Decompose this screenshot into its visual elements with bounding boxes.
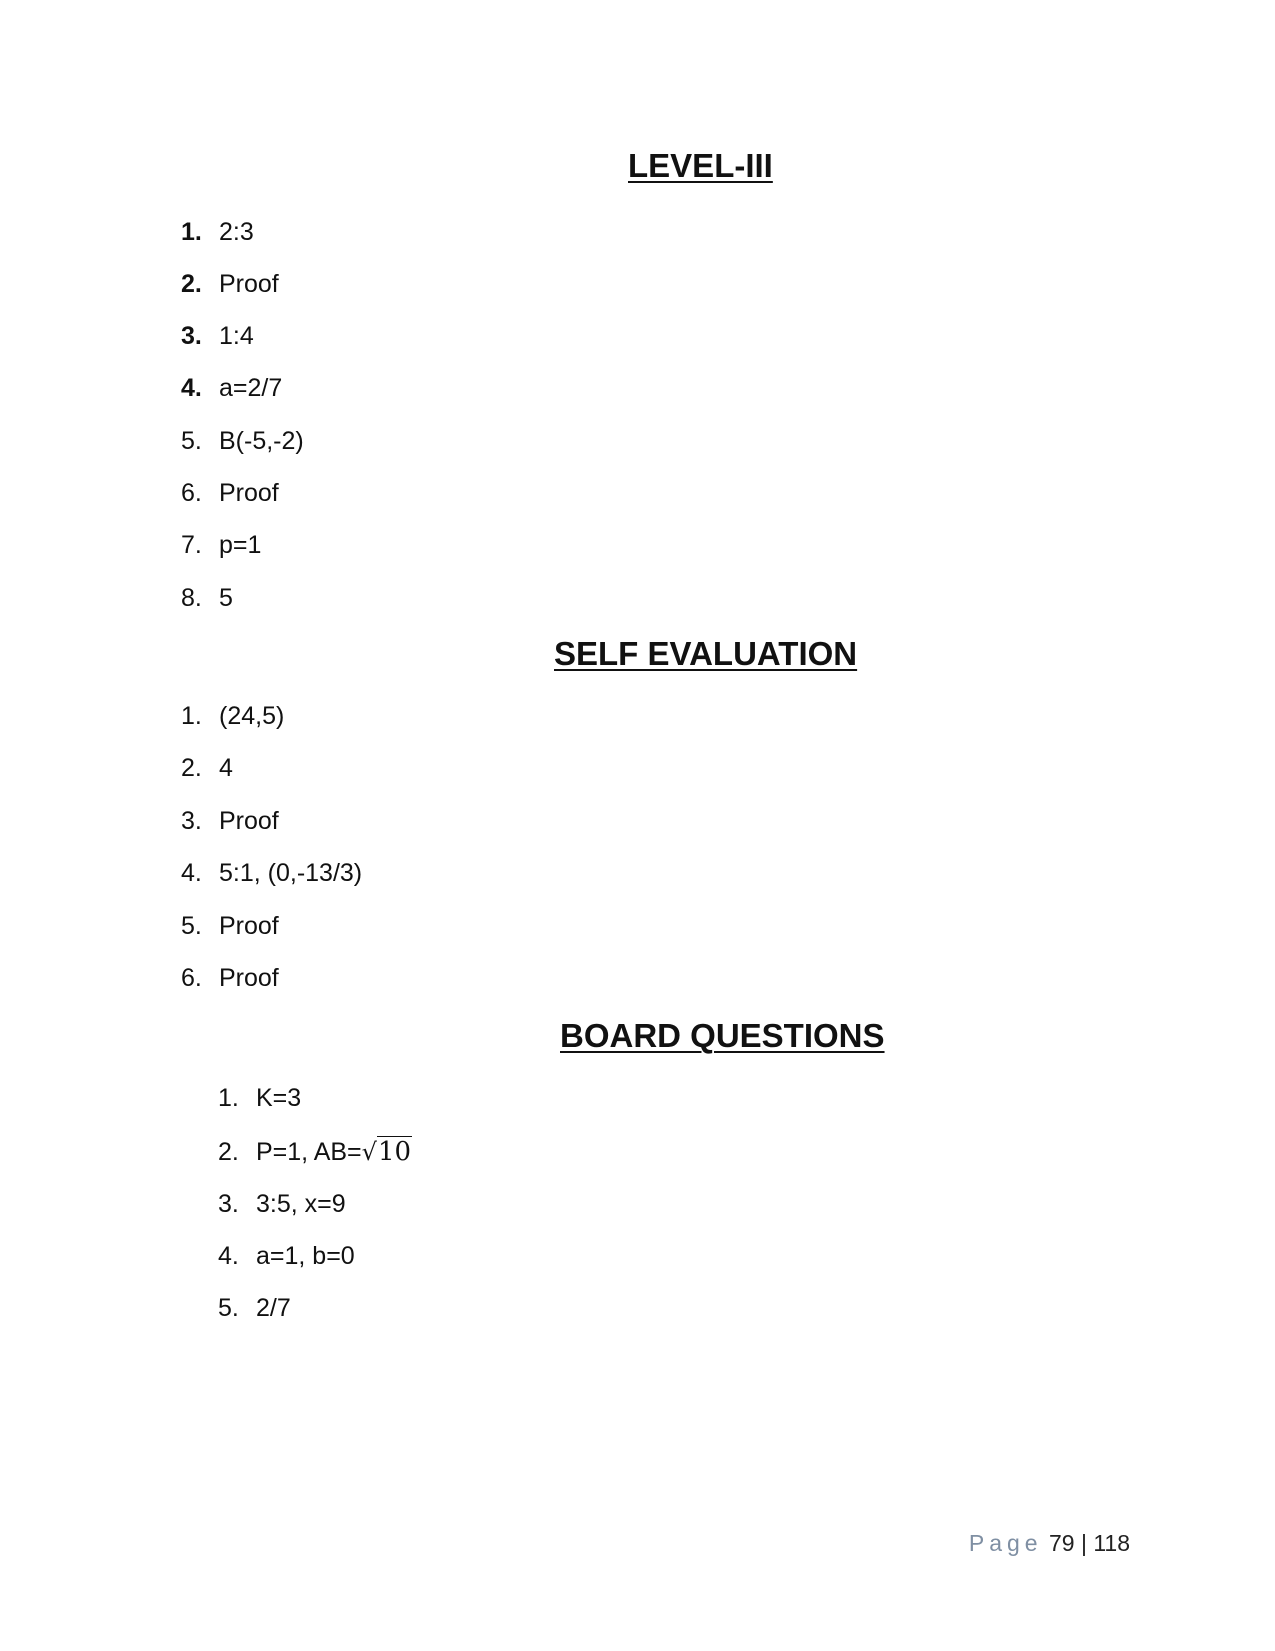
item-answer: 3:5, x=9 — [256, 1190, 346, 1218]
page-footer — [969, 1528, 1130, 1558]
list-item — [181, 700, 284, 732]
item-number: 1. — [218, 1084, 239, 1112]
item-number: 2. — [181, 270, 202, 298]
item-number: 6. — [181, 479, 202, 507]
list-item — [181, 268, 279, 300]
item-answer: 5:1, (0,-13/3) — [219, 859, 363, 887]
list-item — [181, 805, 279, 837]
item-answer: Proof — [219, 270, 279, 298]
item-answer: (24,5) — [219, 702, 285, 730]
list-item — [181, 320, 254, 352]
heading-board-questions: BOARD QUESTIONS — [560, 1017, 885, 1054]
list-item — [181, 425, 304, 457]
item-answer: Proof — [219, 964, 279, 992]
item-number: 5. — [181, 912, 202, 940]
list-item — [181, 857, 362, 889]
item-answer: Proof — [219, 807, 279, 835]
item-number: 4. — [181, 374, 202, 402]
page-separator: | — [1080, 1530, 1087, 1556]
page-number: 79 — [1048, 1530, 1075, 1556]
item-answer: a=1, b=0 — [256, 1242, 355, 1270]
item-number: 4. — [181, 859, 202, 887]
item-answer: B(-5,-2) — [219, 427, 304, 455]
list-item — [181, 910, 279, 942]
item-answer: Proof — [219, 479, 279, 507]
list-item — [181, 529, 261, 561]
item-number: 3. — [181, 322, 202, 350]
list-item — [218, 1240, 355, 1272]
list-item — [181, 582, 233, 614]
item-answer: Proof — [219, 912, 279, 940]
item-number: 6. — [181, 964, 202, 992]
item-answer: 2:3 — [219, 218, 254, 246]
item-answer: p=1 — [219, 531, 262, 559]
heading-self-evaluation: SELF EVALUATION — [554, 635, 858, 672]
list-item — [181, 216, 254, 248]
total-pages: 118 — [1093, 1530, 1130, 1556]
item-answer: a=2/7 — [219, 374, 283, 402]
page-label: Page — [968, 1530, 1043, 1556]
item-answer: 4 — [219, 754, 233, 782]
item-number: 3. — [218, 1190, 239, 1218]
item-number: 2. — [218, 1138, 239, 1166]
square-root-symbol: √ — [361, 1138, 377, 1166]
list-item — [181, 372, 282, 404]
list-item — [181, 962, 279, 994]
item-number: 1. — [181, 702, 202, 730]
item-answer: 5 — [219, 584, 233, 612]
item-number: 1. — [181, 218, 202, 246]
item-answer: 1:4 — [219, 322, 254, 350]
item-number: 4. — [218, 1242, 239, 1270]
item-answer: 2/7 — [256, 1294, 291, 1322]
item-number: 5. — [218, 1294, 239, 1322]
radicand: 10 — [377, 1137, 412, 1167]
list-item — [218, 1188, 346, 1220]
heading-level-iii: LEVEL-III — [628, 147, 773, 184]
list-item — [218, 1292, 291, 1324]
item-number: 8. — [181, 584, 202, 612]
item-answer: K=3 — [256, 1084, 302, 1112]
item-answer: P=1, AB= — [256, 1138, 362, 1166]
list-item — [181, 752, 233, 784]
item-number: 7. — [181, 531, 202, 559]
list-item — [181, 477, 279, 509]
list-item — [218, 1082, 301, 1114]
item-number: 3. — [181, 807, 202, 835]
item-number: 5. — [181, 427, 202, 455]
list-item — [218, 1136, 412, 1168]
item-number: 2. — [181, 754, 202, 782]
